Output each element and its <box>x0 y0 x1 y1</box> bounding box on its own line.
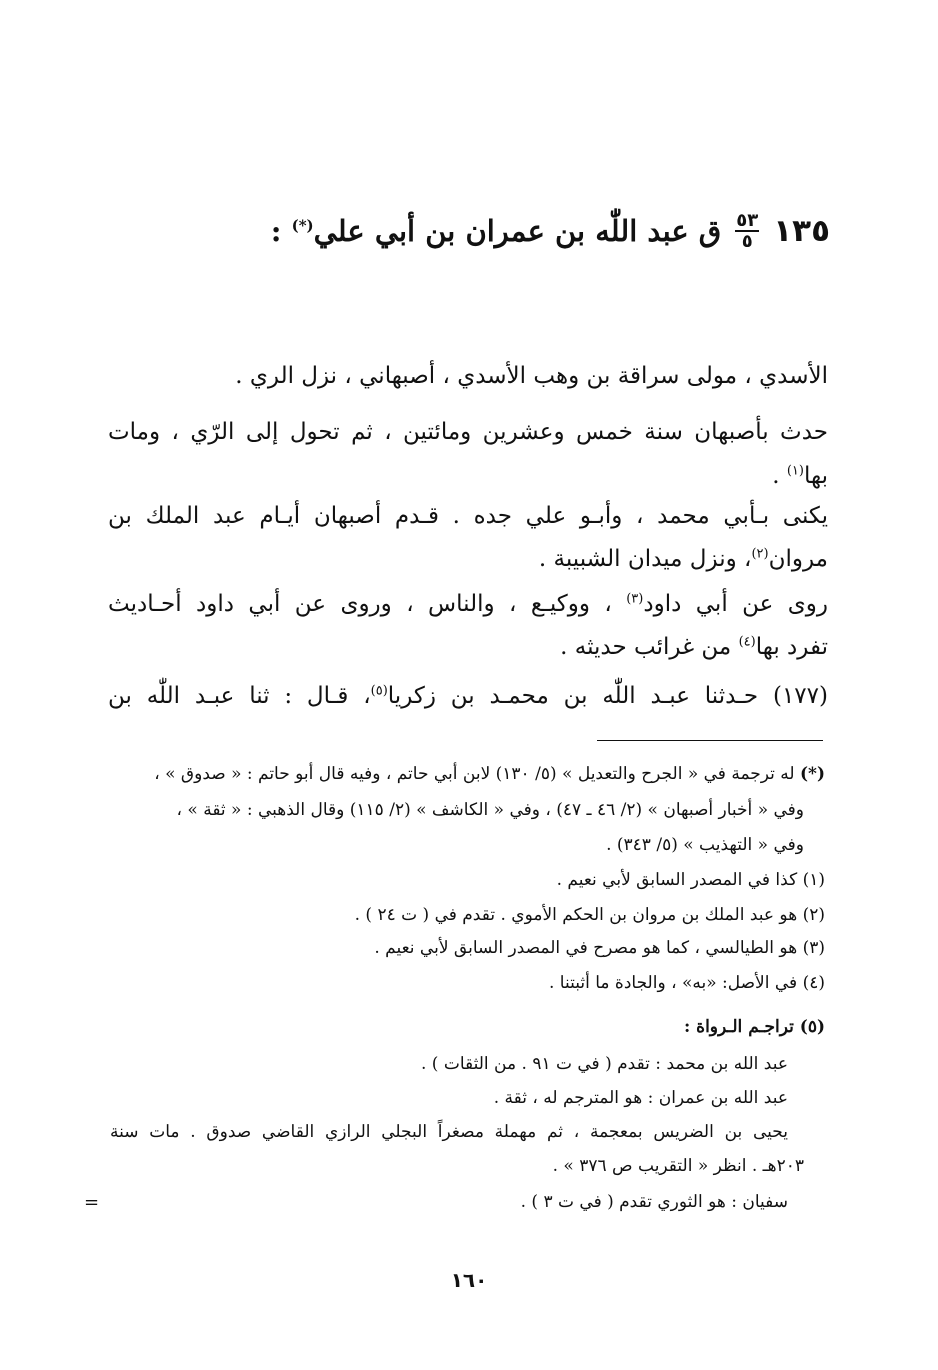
narrator-3-line-1: يحيى بن الضريس بمعجمة ، ثم مهملة مصغراً البجلي الرازي القاضي صدوق . مات سنة <box>110 1122 788 1142</box>
entry-title-text: ق عبد اللّٰه بن عمران بن أبي علي <box>313 214 722 248</box>
entry-heading <box>270 206 830 256</box>
body-line-6-end: ، ووكيـع ، والناس ، وروى عن أبي داود أحـاديث <box>108 591 627 617</box>
footnote-ref-2: (٢) <box>751 546 769 562</box>
body-line-7 <box>108 631 828 663</box>
footnote-0-line-3: وفي « التهذيب » (٥/ ٣٤٣) . <box>606 835 804 855</box>
body-line-7-end: من غرائب حديثه . <box>560 634 739 660</box>
body-line-1: الأسدي ، مولى سراقة بن وهب الأسدي ، أصبهاني ، نزل الري . <box>235 363 828 389</box>
entry-title-colon: : <box>270 214 282 248</box>
body-line-8-text: (١٧٧) حـدثنا عبـد اللّٰه بن محمـد بن زكريا <box>387 683 828 709</box>
body-line-8 <box>108 680 828 712</box>
body-line-5-text: مروان <box>768 546 828 572</box>
footnote-2: (٢) هو عبد الملك بن مروان بن الحكم الأموي . تقدم في ( ت ٢٤ ) . <box>354 905 825 925</box>
body-line-2: حدث بأصبهان سنة خمس وعشرين ومائتين ، ثم تحول إلى الرّي ، ومات <box>108 419 828 445</box>
footnote-ref-5: (٥) <box>370 683 388 699</box>
entry-number: ١٣٥ <box>773 213 830 249</box>
footnote-0-mark: (*) <box>800 764 825 784</box>
fraction-bottom: ٥ <box>741 231 753 252</box>
body-line-5-end: ، ونزل ميدان الشبيبة . <box>538 546 752 572</box>
footnote-ref-4: (٤) <box>738 634 756 650</box>
entry-title-mark: (*) <box>291 216 314 235</box>
footnote-ref-3: (٣) <box>626 591 644 607</box>
footnote-0-line-2: وفي « أخبار أصبهان » (٢/ ٤٦ ـ ٤٧) ، وفي « الكاشف » (٢/ ١١٥) وقال الذهبي : « ثقة » ، <box>176 800 804 820</box>
source-code-fraction <box>735 212 759 250</box>
margin-mark: = <box>84 1192 100 1213</box>
footnote-0-line-1 <box>110 761 825 787</box>
body-line-3-end: . <box>772 463 787 489</box>
body-line-3 <box>108 460 828 492</box>
footnote-ref-1: (١) <box>786 463 804 479</box>
body-line-3-text: بها <box>803 463 828 489</box>
body-line-6 <box>108 588 828 620</box>
body-line-5 <box>108 543 828 575</box>
footnote-4: (٤) في الأصل: «به» ، والجادة ما أثبتنا . <box>549 973 825 993</box>
fraction-top: ٥٣ <box>736 210 759 231</box>
narrator-3-line-2: ٢٠٣هـ . انظر « التقريب ص ٣٧٦ » . <box>552 1156 804 1176</box>
footnote-separator <box>597 740 823 741</box>
page-number: ١٦٠ <box>450 1268 488 1292</box>
entry-title <box>271 214 721 248</box>
footnote-3: (٣) هو الطيالسي ، كما هو مصرح في المصدر السابق لأبي نعيم . <box>374 938 825 958</box>
narrator-1: عبد الله بن محمد : تقدم ( في ت ٩١ . من الثقات ) . <box>420 1054 788 1074</box>
footnote-1: (١) كذا في المصدر السابق لأبي نعيم . <box>556 870 825 890</box>
narrator-4: سفيان : هو الثوري تقدم ( في ت ٣ ) . <box>520 1192 788 1212</box>
footnote-0-line-1-text: له ترجمة في « الجرح والتعديل » (٥/ ١٣٠) لابن أبي حاتم ، وفيه قال أبو حاتم : « صدوق » ، <box>154 764 801 784</box>
body-line-8-end: ، قـال : ثنا عبـد اللّٰه بن <box>108 683 371 709</box>
narrator-2: عبد الله بن عمران : هو المترجم له ، ثقة . <box>493 1088 788 1108</box>
body-line-7-text: تفرد بها <box>755 634 828 660</box>
footnote-5-heading: (٥) تراجـم الـرواة : <box>683 1017 825 1037</box>
body-line-4: يكنى بـأبي محمد ، وأبـو علي جده . قـدم أصبهان أيـام عبد الملك بن <box>108 503 828 529</box>
body-line-6-text: روى عن أبي داود <box>643 591 829 617</box>
